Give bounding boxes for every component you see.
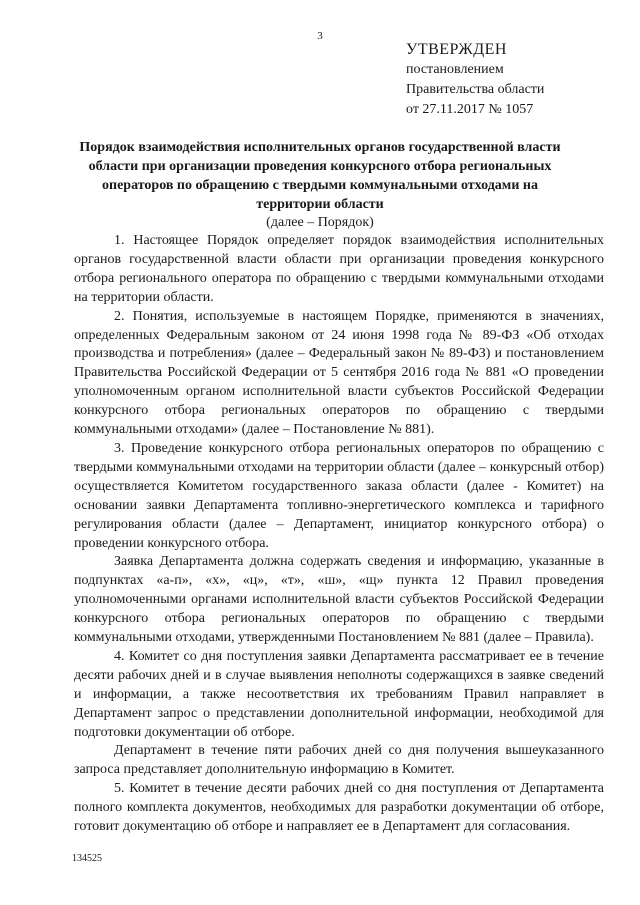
approval-title: УТВЕРЖДЕН [406, 41, 507, 58]
paragraph-3-continued: Заявка Департамента должна содержать сведения и информацию, указанные в подпунктах «а-п», «х», «ц», «т», «ш», «щ» пункта 12 Правил проведения уполномоченными органами исполнительной власти субъектов Российской Федерации конкурсного отбора региональных операторов по обращению с твердыми коммунальными отходами, утвержденными Постановлением № 881 (далее – Правила). [74, 554, 604, 646]
paragraph-4: 4. Комитет со дня поступления заявки Департамента рассматривает ее в течение десяти рабочих дней и в случае выявления неполноты содержащихся в заявке сведений и информации, а также несоответствия их требованиям Правил направляет в Департамент запрос о представлении дополнительной информации, необходимой для подготовки документации об отборе. [74, 648, 604, 740]
paragraph-4-continued: Департамент в течение пяти рабочих дней со дня получения вышеуказанного запроса представляет дополнительную информацию в Комитет. [74, 743, 604, 778]
document-subtitle: (далее – Порядок) [266, 215, 374, 230]
paragraph-3: 3. Проведение конкурсного отбора региональных операторов по обращению с твердыми коммунальными отходами на территории области (далее – конкурсный отбор) осуществляется Комитетом государственного заказа области (далее - Комитет) на основании заявки Департамента топливно-энергетического комплекса и тарифного регулирования области (далее – Департамент, инициатор конкурсного отбора) о проведении конкурсного отбора. [74, 440, 604, 551]
paragraph-1: 1. Настоящее Порядок определяет порядок взаимодействия исполнительных органов государственной власти области при организации проведения конкурсного отбора регионального оператора по обращению с твердыми коммунальными отходами на территории области. [74, 233, 604, 305]
approval-stamp [406, 40, 544, 120]
document-body [74, 232, 604, 837]
footer-document-code: 134525 [72, 853, 102, 864]
paragraph-2: 2. Понятия, используемые в настоящем Порядке, применяются в значениях, определенных Федеральным законом от 24 июня 1998 года № 89-ФЗ «Об отходах производства и потребления» (далее – Федеральный закон № 89-ФЗ) и постановлением Правительства Российской Федерации от 5 сентября 2016 года № 881 «О проведении уполномоченным органом исполнительной власти субъектов Российской Федерации конкурсного отбора региональных операторов по обращению с твердыми коммунальными отходами» (далее – Постановление № 881). [74, 308, 604, 438]
paragraph-5: 5. Комитет в течение десяти рабочих дней со дня поступления от Департамента полного комплекта документов, необходимых для разработки документации об отборе, готовит документацию об отборе и направляет ее в Департамент для согласования. [74, 781, 604, 835]
approval-line-3: от 27.11.2017 № 1057 [406, 102, 534, 117]
document-title: Порядок взаимодействия исполнительных органов государственной власти области при организации проведения конкурсного отбора региональных операторов по обращению с твердыми коммунальными отходами на территории области [79, 140, 561, 212]
approval-line-2: Правительства области [406, 82, 545, 97]
approval-line-1: постановлением [406, 62, 504, 77]
page-number: 3 [317, 30, 323, 42]
